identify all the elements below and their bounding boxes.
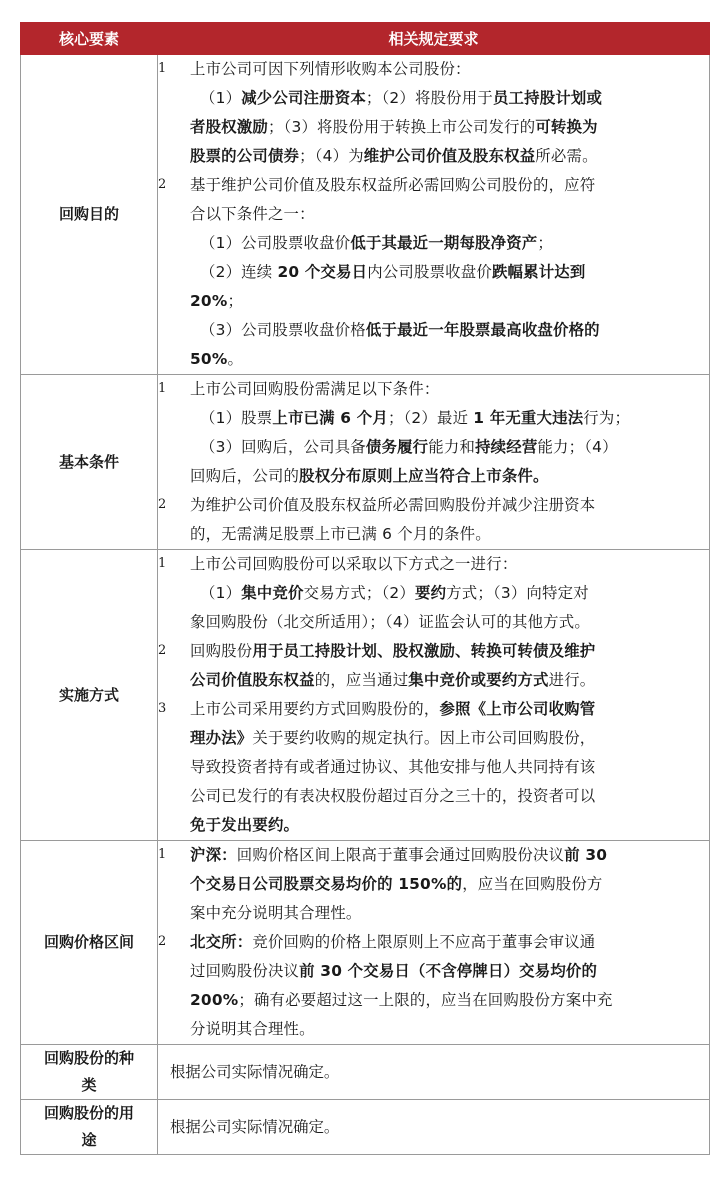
text-segment: 上市公司可因下列情形收购本公司股份： [190, 60, 471, 78]
text-line [190, 957, 709, 986]
text-line [190, 258, 709, 287]
text-segment: ；（3）将股份用于转换上市公司发行的 [267, 118, 536, 136]
text-line [190, 666, 709, 695]
row-key-cell [21, 1100, 158, 1155]
row-key-cell [21, 55, 158, 375]
item-number: 2 [158, 497, 167, 512]
text-segment: （2）连续 [200, 263, 278, 281]
text-segment: ； [227, 292, 244, 310]
row-key-cell [21, 550, 158, 841]
text-segment: （3）公司股票收盘价格 [200, 321, 366, 339]
text-segment: 上市公司回购股份可以采取以下方式之一进行： [190, 555, 518, 573]
text-line [190, 113, 709, 142]
item-number: 2 [158, 177, 167, 192]
text-line [190, 928, 709, 957]
text-line [190, 200, 709, 229]
row-key-cell [21, 375, 158, 550]
bold-text: 20% [190, 292, 228, 310]
list-item [158, 637, 709, 695]
text-segment: 进行。 [548, 671, 596, 689]
text-segment: ，应当在回购股份方 [462, 875, 603, 893]
list-item [158, 695, 709, 840]
list-item [158, 491, 709, 549]
bold-text: 200% [190, 991, 239, 1009]
bold-text: 个交易日公司股票交易均价的 150%的 [190, 875, 463, 893]
text-segment: 分说明其合理性。 [190, 1020, 315, 1038]
text-segment: （1）公司股票收盘价 [200, 234, 351, 252]
bold-text: 股权分布原则上应当符合上市条件。 [299, 467, 549, 485]
row-key-line: 类 [81, 1076, 97, 1094]
row-value-cell [158, 375, 710, 550]
bold-text: 集中竞价 [241, 584, 304, 602]
bold-text: 低于其最近一期每股净资产 [350, 234, 538, 252]
item-text [190, 550, 709, 637]
row-basic-conditions [21, 375, 710, 550]
text-segment: 过回购股份决议 [190, 962, 300, 980]
list-item [158, 375, 709, 491]
bold-text: 减少公司注册资本 [241, 89, 366, 107]
header-requirements: 相关规定要求 [158, 23, 710, 55]
text-line [190, 899, 709, 928]
row-value-cell [158, 55, 710, 375]
bold-text: 债务履行 [365, 438, 429, 456]
text-segment: ；（4）为 [299, 147, 364, 165]
text-segment: 导致投资者持有或者通过协议、其他安排与他人共同持有该 [190, 758, 596, 776]
text-line [190, 55, 709, 84]
text-segment: 内公司股票收盘价 [367, 263, 492, 281]
bold-text: 低于最近一年股票最高收盘价格的 [365, 321, 600, 339]
text-segment: 的，应当通过 [314, 671, 409, 689]
list-item [158, 55, 709, 171]
text-line [190, 608, 709, 637]
table-header-row [21, 23, 710, 55]
text-segment: 上市公司回购股份需满足以下条件： [190, 380, 440, 398]
text-segment: 。 [227, 350, 244, 368]
bold-text: 1 年无重大违法 [473, 409, 584, 427]
text-line [190, 870, 709, 899]
text-line [190, 986, 709, 1015]
row-price-range [21, 841, 710, 1045]
text-segment: 能力和 [428, 438, 476, 456]
text-line [190, 433, 709, 462]
text-segment: 回购后，公司的 [190, 467, 300, 485]
text-line [190, 345, 709, 374]
text-segment: 回购价格区间上限高于董事会通过回购股份决议 [236, 846, 565, 864]
text-segment: 所必需。 [535, 147, 598, 165]
text-line [190, 695, 709, 724]
item-text [190, 637, 709, 695]
row-key: 实施方式 [58, 685, 119, 704]
text-segment: ；（2）最近 [387, 409, 474, 427]
bold-text: 沪深： [190, 846, 237, 864]
text-line [190, 462, 709, 491]
item-number: 1 [158, 381, 167, 396]
text-line [190, 841, 709, 870]
text-segment: （1） [200, 584, 242, 602]
row-purpose [21, 55, 710, 375]
bold-text: 上市已满 6 个月 [272, 409, 388, 427]
row-key-cell [21, 841, 158, 1045]
item-text [190, 375, 709, 491]
bold-text: 20 个交易日 [277, 263, 368, 281]
item-number: 1 [158, 556, 167, 571]
text-segment: 案中充分说明其合理性。 [190, 904, 362, 922]
bold-text: 持续经营 [475, 438, 538, 456]
text-line [190, 782, 709, 811]
bold-text: 维护公司价值及股东权益 [363, 147, 536, 165]
bold-text: 参照《上市公司收购管 [439, 700, 596, 718]
text-line [190, 753, 709, 782]
bold-text: 可转换为 [535, 118, 598, 136]
row-key-cell [21, 1045, 158, 1100]
text-segment: 关于要约收购的规定执行。因上市公司回购股份， [252, 729, 596, 747]
bold-text: 股票的公司债券 [190, 147, 300, 165]
text-segment: 上市公司采用要约方式回购股份的， [190, 700, 440, 718]
item-text [190, 841, 709, 928]
bold-text: 者股权激励 [190, 118, 268, 136]
text-line [190, 491, 709, 520]
bold-text: 用于员工持股计划、股权激励、转换可转债及维护 [252, 642, 596, 660]
text-line [190, 84, 709, 113]
text-segment: 能力；（4） [537, 438, 618, 456]
row-value-cell [158, 550, 710, 841]
item-number: 2 [158, 934, 167, 949]
row-share-usage [21, 1100, 710, 1155]
text-line [190, 811, 709, 840]
row-key-line: 回购股份的种 [43, 1049, 134, 1067]
text-segment: 行为； [583, 409, 631, 427]
row-value-text: 根据公司实际情况确定。 [170, 1062, 340, 1081]
row-value-cell [158, 841, 710, 1045]
text-segment: 方式；（3）向特定对 [446, 584, 589, 602]
list-item [158, 841, 709, 928]
bold-text: 集中竞价或要约方式 [408, 671, 549, 689]
bold-text: 前 30 [564, 846, 608, 864]
text-line [190, 520, 709, 549]
text-segment: （1） [200, 89, 242, 107]
header-core-element: 核心要素 [21, 23, 158, 55]
text-segment: 象回购股份（北交所适用）；（4）证监会认可的其他方式。 [190, 613, 590, 631]
row-value-cell [158, 1100, 710, 1155]
item-number: 3 [158, 701, 167, 716]
text-line [190, 579, 709, 608]
text-segment: 为维护公司价值及股东权益所必需回购股份并减少注册资本 [190, 496, 596, 514]
row-key: 基本条件 [58, 452, 119, 471]
item-text [190, 491, 709, 549]
text-line [190, 1015, 709, 1044]
item-text [190, 695, 709, 840]
row-value-cell [158, 1045, 710, 1100]
text-segment: 交易方式；（2） [303, 584, 415, 602]
text-line [190, 724, 709, 753]
text-line [190, 171, 709, 200]
bold-text: 要约 [415, 584, 447, 602]
list-item [158, 928, 709, 1044]
item-text [190, 928, 709, 1044]
text-line [190, 229, 709, 258]
bold-text: 跌幅累计达到 [491, 263, 586, 281]
list-item [158, 171, 709, 374]
item-text [190, 55, 709, 171]
row-key-line: 途 [81, 1131, 97, 1149]
item-number: 1 [158, 847, 167, 862]
list-item [158, 550, 709, 637]
item-number: 2 [158, 643, 167, 658]
item-text [190, 171, 709, 374]
bold-text: 50% [190, 350, 228, 368]
text-segment: 回购股份 [190, 642, 253, 660]
row-implementation [21, 550, 710, 841]
text-segment: 基于维护公司价值及股东权益所必需回购公司股份的，应符 [190, 176, 596, 194]
text-segment: 合以下条件之一： [190, 205, 315, 223]
bold-text: 员工持股计划或 [492, 89, 603, 107]
bold-text: 免于发出要约。 [190, 816, 300, 834]
text-line [190, 637, 709, 666]
bold-text: 公司价值股东权益 [190, 671, 315, 689]
text-segment: 竞价回购的价格上限原则上不应高于董事会审议通 [252, 933, 596, 951]
text-segment: 的，无需满足股票上市已满 6 个月的条件。 [190, 525, 491, 543]
bold-text: 前 30 个交易日（不含停牌日）交易均价的 [299, 962, 598, 980]
text-segment: 公司已发行的有表决权股份超过百分之三十的，投资者可以 [190, 787, 596, 805]
text-segment: （1）股票 [200, 409, 273, 427]
text-line [190, 287, 709, 316]
text-segment: （3）回购后，公司具备 [200, 438, 366, 456]
row-key: 回购目的 [58, 205, 119, 223]
row-key: 回购价格区间 [43, 933, 134, 951]
text-line [190, 316, 709, 345]
row-key-line: 回购股份的用 [43, 1104, 134, 1122]
text-line [190, 550, 709, 579]
text-segment: ；确有必要超过这一上限的，应当在回购股份方案中充 [238, 991, 613, 1009]
row-share-type [21, 1045, 710, 1100]
regulation-table [20, 22, 710, 1155]
row-value-text: 根据公司实际情况确定。 [170, 1117, 340, 1136]
text-segment: ；（2）将股份用于 [365, 89, 493, 107]
bold-text: 北交所： [190, 933, 253, 951]
bold-text: 理办法》 [190, 729, 253, 747]
text-segment: ； [537, 234, 553, 252]
item-number: 1 [158, 61, 167, 76]
text-line [190, 404, 709, 433]
text-line [190, 375, 709, 404]
text-line [190, 142, 709, 171]
